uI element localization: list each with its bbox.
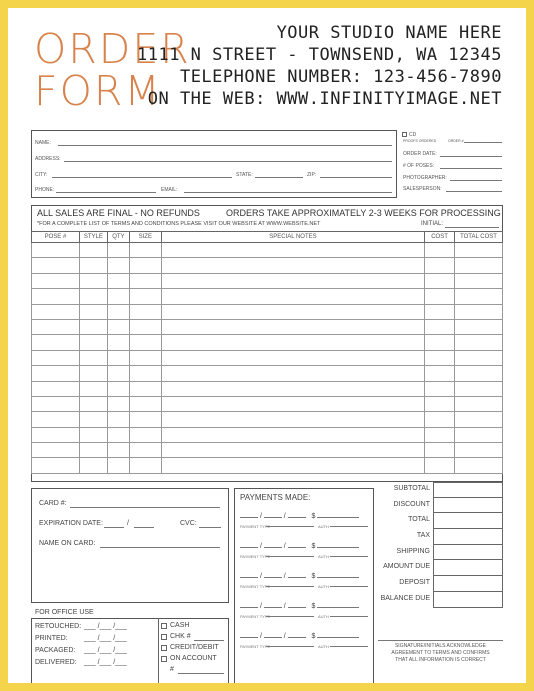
payment-entry[interactable]: / / $ <box>240 513 359 520</box>
table-cell[interactable] <box>455 381 503 396</box>
payment-type-label: PAYMENT TYPE <box>240 524 271 529</box>
studio-web: ON THE WEB: WWW.INFINITYIMAGE.NET <box>147 89 502 109</box>
city-label: CITY: <box>35 172 48 178</box>
table-cell[interactable] <box>129 381 161 396</box>
order-date-label: ORDER DATE: <box>403 151 437 157</box>
name-on-card-field[interactable] <box>100 547 220 548</box>
table-cell[interactable] <box>129 304 161 319</box>
table-cell[interactable] <box>79 396 107 411</box>
total-row: TOTAL <box>374 513 503 529</box>
table-cell[interactable] <box>129 366 161 381</box>
table-cell[interactable] <box>161 412 424 427</box>
payment-entry[interactable]: / / $ <box>240 603 359 610</box>
table-cell[interactable] <box>32 319 80 334</box>
studio-name: YOUR STUDIO NAME HERE <box>276 23 502 43</box>
table-row <box>32 381 503 396</box>
amount-due-row: AMOUNT DUE <box>374 560 503 576</box>
name-field[interactable] <box>58 145 392 146</box>
credit-label: CREDIT/DEBIT <box>170 644 219 651</box>
table-row <box>32 289 503 304</box>
table-cell[interactable] <box>79 335 107 350</box>
payment-type-field[interactable] <box>266 646 314 647</box>
table-cell[interactable] <box>455 319 503 334</box>
payment-type-field[interactable] <box>266 586 314 587</box>
table-cell[interactable] <box>32 458 80 473</box>
payment-entry[interactable]: / / $ <box>240 543 359 550</box>
payments-title: PAYMENTS MADE: <box>240 493 311 502</box>
table-cell[interactable] <box>79 289 107 304</box>
table-cell[interactable] <box>32 366 80 381</box>
table-cell[interactable] <box>161 366 424 381</box>
title-line-1: ORDER <box>34 25 191 73</box>
table-cell[interactable] <box>79 443 107 458</box>
total-field[interactable] <box>433 513 503 529</box>
table-row <box>32 366 503 381</box>
table-cell[interactable] <box>79 366 107 381</box>
credit-checkbox[interactable] <box>161 645 167 651</box>
account-hash-label: # <box>170 666 174 673</box>
card-number-label: CARD #: <box>39 500 67 507</box>
table-cell[interactable] <box>455 458 503 473</box>
packaged-date[interactable]: ___ /___ /___ <box>84 647 127 654</box>
auth-field[interactable] <box>330 526 368 527</box>
table-cell[interactable] <box>107 412 129 427</box>
expiration-slash: / <box>127 520 129 527</box>
table-cell[interactable] <box>129 243 161 258</box>
check-checkbox[interactable] <box>161 634 167 640</box>
table-cell[interactable] <box>161 319 424 334</box>
table-cell[interactable] <box>107 350 129 365</box>
signature-note: SIGNATURE/INITIALS ACKNOWLEDGE AGREEMENT TO TERMS AND CONFIRMS THAT ALL INFORMATION IS CORRECT <box>391 643 490 663</box>
account-number-field[interactable] <box>178 673 224 674</box>
table-cell[interactable] <box>161 273 424 288</box>
payment-type-label: PAYMENT TYPE <box>240 614 271 619</box>
deposit-field[interactable] <box>433 576 503 592</box>
table-cell[interactable] <box>32 443 80 458</box>
packaged-label: PACKAGED: <box>35 647 76 654</box>
table-cell[interactable] <box>161 258 424 273</box>
table-cell[interactable] <box>161 381 424 396</box>
shipping-field[interactable] <box>433 545 503 561</box>
table-cell[interactable] <box>425 258 455 273</box>
table-cell[interactable] <box>455 304 503 319</box>
salesperson-field[interactable] <box>446 191 502 192</box>
auth-field[interactable] <box>330 586 368 587</box>
table-cell[interactable] <box>107 458 129 473</box>
table-cell[interactable] <box>79 350 107 365</box>
order-form-page <box>8 8 526 683</box>
table-cell[interactable] <box>32 258 80 273</box>
table-cell[interactable] <box>79 243 107 258</box>
payment-type-field[interactable] <box>266 526 314 527</box>
initial-label: INITIAL: <box>421 221 444 227</box>
table-cell[interactable] <box>107 273 129 288</box>
order-date-field[interactable] <box>440 156 502 157</box>
state-field[interactable] <box>255 177 303 178</box>
table-cell[interactable] <box>425 396 455 411</box>
table-cell[interactable] <box>107 319 129 334</box>
table-cell[interactable] <box>425 427 455 442</box>
discount-field[interactable] <box>433 498 503 514</box>
table-cell[interactable] <box>129 396 161 411</box>
proofs-label: PROOFS ORDERED <box>403 139 437 143</box>
card-number-field[interactable] <box>70 507 220 508</box>
table-cell[interactable] <box>129 427 161 442</box>
table-cell[interactable] <box>425 412 455 427</box>
cd-label: CD <box>409 132 417 138</box>
table-row <box>32 412 503 427</box>
state-label: STATE: <box>236 172 253 178</box>
totals-panel <box>374 482 503 608</box>
check-label: CHK # <box>170 633 191 640</box>
table-cell[interactable] <box>107 304 129 319</box>
poses-label: # OF POSES: <box>403 163 435 169</box>
customer-info-box <box>31 130 397 198</box>
amount-due-field[interactable] <box>433 560 503 576</box>
office-use-title: FOR OFFICE USE <box>35 609 94 616</box>
table-cell[interactable] <box>425 366 455 381</box>
auth-field[interactable] <box>330 646 368 647</box>
deposit-row: DEPOSIT <box>374 576 503 592</box>
col-size: SIZE <box>129 232 161 243</box>
expiration-label: EXPIRATION DATE: <box>39 520 103 527</box>
photographer-label: PHOTOGRAPHER: <box>403 175 447 181</box>
payment-entry[interactable]: / / $ <box>240 573 359 580</box>
table-cell[interactable] <box>161 443 424 458</box>
balance-due-row: BALANCE DUE <box>374 592 503 608</box>
table-cell[interactable] <box>129 258 161 273</box>
table-cell[interactable] <box>32 243 80 258</box>
cvc-label: CVC: <box>180 520 197 527</box>
delivered-date[interactable]: ___ /___ /___ <box>84 659 127 666</box>
signature-field[interactable] <box>378 640 503 641</box>
table-cell[interactable] <box>425 350 455 365</box>
balance-due-field[interactable] <box>433 592 503 608</box>
table-cell[interactable] <box>161 396 424 411</box>
studio-address: 1111 N STREET - TOWNSEND, WA 12345 <box>137 45 502 65</box>
table-cell[interactable] <box>107 289 129 304</box>
table-cell[interactable] <box>161 427 424 442</box>
printed-label: PRINTED: <box>35 635 68 642</box>
col-notes: SPECIAL NOTES <box>161 232 424 243</box>
table-cell[interactable] <box>161 458 424 473</box>
table-cell[interactable] <box>32 381 80 396</box>
studio-phone: TELEPHONE NUMBER: 123-456-7890 <box>179 67 502 87</box>
col-pose: POSE # <box>32 232 80 243</box>
table-cell[interactable] <box>425 335 455 350</box>
table-cell[interactable] <box>107 335 129 350</box>
subtotal-field[interactable] <box>433 482 503 498</box>
retouched-label: RETOUCHED: <box>35 623 82 630</box>
table-cell[interactable] <box>107 427 129 442</box>
table-cell[interactable] <box>161 335 424 350</box>
table-cell[interactable] <box>425 458 455 473</box>
account-label: ON ACCOUNT <box>170 655 217 662</box>
cd-checkbox[interactable] <box>402 132 407 137</box>
table-row <box>32 427 503 442</box>
table-cell[interactable] <box>32 273 80 288</box>
phone-label: PHONE: <box>35 187 55 193</box>
table-cell[interactable] <box>129 458 161 473</box>
col-qty: QTY <box>107 232 129 243</box>
discount-row: DISCOUNT <box>374 498 503 514</box>
tax-field[interactable] <box>433 529 503 545</box>
auth-label: AUTH <box>318 554 329 559</box>
items-table <box>31 231 503 474</box>
cvc-field[interactable] <box>199 527 221 528</box>
auth-label: AUTH <box>318 614 329 619</box>
check-number-field[interactable] <box>194 640 224 641</box>
auth-label: AUTH <box>318 524 329 529</box>
studio-info <box>137 22 502 110</box>
table-cell[interactable] <box>79 304 107 319</box>
table-cell[interactable] <box>32 335 80 350</box>
table-cell[interactable] <box>455 396 503 411</box>
payment-type-label: PAYMENT TYPE <box>240 644 271 649</box>
items-body <box>32 243 503 474</box>
table-cell[interactable] <box>425 289 455 304</box>
table-cell[interactable] <box>107 443 129 458</box>
delivered-label: DELIVERED: <box>35 659 77 666</box>
table-cell[interactable] <box>129 289 161 304</box>
table-cell[interactable] <box>129 319 161 334</box>
order-number-field[interactable] <box>464 142 502 143</box>
table-cell[interactable] <box>129 443 161 458</box>
auth-field[interactable] <box>330 556 368 557</box>
table-cell[interactable] <box>455 273 503 288</box>
auth-field[interactable] <box>330 616 368 617</box>
table-row <box>32 335 503 350</box>
address-field[interactable] <box>64 161 392 162</box>
initial-field[interactable] <box>445 227 499 228</box>
table-cell[interactable] <box>425 273 455 288</box>
processing-notice: ORDERS TAKE APPROXIMATELY 2-3 WEEKS FOR PROCESSING <box>226 208 501 218</box>
cash-checkbox[interactable] <box>161 623 167 629</box>
zip-field[interactable] <box>320 177 392 178</box>
table-cell[interactable] <box>129 412 161 427</box>
table-cell[interactable] <box>455 258 503 273</box>
table-row <box>32 273 503 288</box>
table-cell[interactable] <box>129 273 161 288</box>
table-cell[interactable] <box>161 289 424 304</box>
items-header-row <box>32 232 503 243</box>
table-cell[interactable] <box>32 289 80 304</box>
table-cell[interactable] <box>455 350 503 365</box>
table-cell[interactable] <box>79 273 107 288</box>
table-cell[interactable] <box>129 350 161 365</box>
expiration-year-field[interactable] <box>134 527 154 528</box>
table-cell[interactable] <box>32 412 80 427</box>
table-row <box>32 243 503 258</box>
table-cell[interactable] <box>455 289 503 304</box>
phone-field[interactable] <box>56 192 156 193</box>
col-cost: COST <box>425 232 455 243</box>
photographer-field[interactable] <box>450 180 502 181</box>
col-style: STYLE <box>79 232 107 243</box>
city-field[interactable] <box>52 177 232 178</box>
table-row <box>32 350 503 365</box>
table-cell[interactable] <box>32 396 80 411</box>
order-number-label: ORDER # <box>448 139 464 143</box>
table-cell[interactable] <box>107 396 129 411</box>
table-cell[interactable] <box>79 412 107 427</box>
table-row <box>32 458 503 473</box>
zip-label: ZIP: <box>307 172 317 178</box>
tax-row: TAX <box>374 529 503 545</box>
table-cell[interactable] <box>79 319 107 334</box>
table-cell[interactable] <box>79 458 107 473</box>
salesperson-label: SALESPERSON: <box>403 186 442 192</box>
payment-type-field[interactable] <box>266 556 314 557</box>
table-cell[interactable] <box>107 258 129 273</box>
table-cell[interactable] <box>455 427 503 442</box>
col-total: TOTAL COST <box>455 232 503 243</box>
table-cell[interactable] <box>107 381 129 396</box>
table-cell[interactable] <box>425 381 455 396</box>
account-checkbox[interactable] <box>161 656 167 662</box>
cash-label: CASH <box>170 622 190 629</box>
table-row <box>32 396 503 411</box>
table-cell[interactable] <box>161 243 424 258</box>
subtotal-row: SUBTOTAL <box>374 482 503 498</box>
expiration-month-field[interactable] <box>104 527 124 528</box>
payment-entry[interactable]: / / $ <box>240 633 359 640</box>
table-cell[interactable] <box>32 427 80 442</box>
terms-notice: *FOR A COMPLETE LIST OF TERMS AND CONDITIONS PLEASE VISIT OUR WEBSITE AT WWW.WEBSITE.NET <box>37 221 321 227</box>
table-cell[interactable] <box>161 350 424 365</box>
payment-type-label: PAYMENT TYPE <box>240 554 271 559</box>
table-cell[interactable] <box>32 350 80 365</box>
table-cell[interactable] <box>107 366 129 381</box>
title-line-2: FORM <box>34 67 162 115</box>
table-row <box>32 443 503 458</box>
table-cell[interactable] <box>32 304 80 319</box>
auth-label: AUTH <box>318 644 329 649</box>
table-cell[interactable] <box>455 412 503 427</box>
table-cell[interactable] <box>455 243 503 258</box>
table-cell[interactable] <box>107 243 129 258</box>
table-row <box>32 258 503 273</box>
payment-type-field[interactable] <box>266 616 314 617</box>
printed-date[interactable]: ___ /___ /___ <box>84 635 127 642</box>
email-field[interactable] <box>184 192 392 193</box>
office-divider <box>158 618 159 683</box>
table-cell[interactable] <box>425 243 455 258</box>
address-label: ADDRESS: <box>35 156 61 162</box>
table-cell[interactable] <box>129 335 161 350</box>
shipping-row: SHIPPING <box>374 545 503 561</box>
table-cell[interactable] <box>79 381 107 396</box>
table-row <box>32 319 503 334</box>
table-cell[interactable] <box>455 443 503 458</box>
retouched-date[interactable]: ___ /___ /___ <box>84 623 127 630</box>
email-label: EMAIL: <box>161 187 178 193</box>
table-cell[interactable] <box>455 366 503 381</box>
final-sale-notice: ALL SALES ARE FINAL - NO REFUNDS <box>37 208 200 218</box>
name-on-card-label: NAME ON CARD: <box>39 540 96 547</box>
table-row <box>32 304 503 319</box>
table-cell[interactable] <box>161 304 424 319</box>
table-cell[interactable] <box>425 319 455 334</box>
table-cell[interactable] <box>425 304 455 319</box>
table-cell[interactable] <box>79 427 107 442</box>
payment-type-label: PAYMENT TYPE <box>240 584 271 589</box>
table-cell[interactable] <box>455 335 503 350</box>
name-label: NAME: <box>35 140 51 146</box>
auth-label: AUTH <box>318 584 329 589</box>
table-cell[interactable] <box>425 443 455 458</box>
poses-field[interactable] <box>440 168 502 169</box>
table-cell[interactable] <box>79 258 107 273</box>
